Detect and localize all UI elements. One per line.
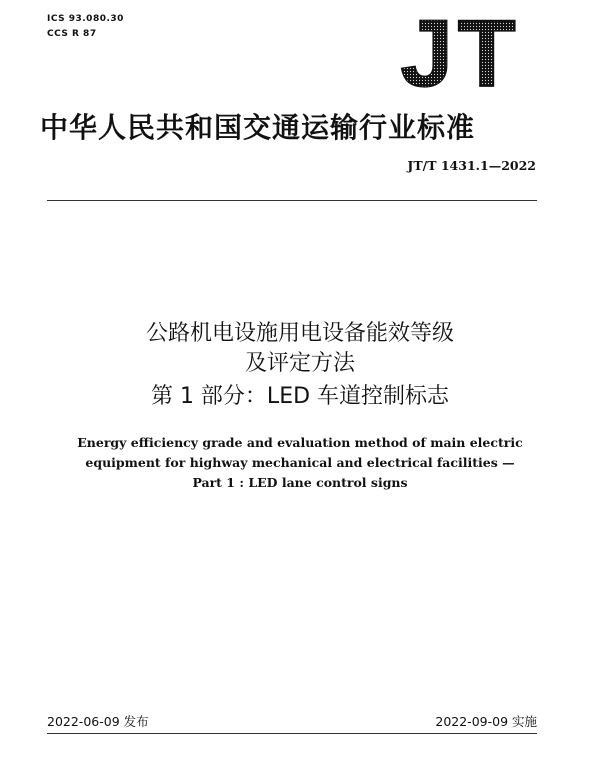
chinese-title-line-3: 第 1 部分：LED 车道控制标志: [150, 384, 450, 409]
chinese-title-line-1: 公路机电设施用电设备能效等级: [145, 321, 454, 346]
english-title-line-2: equipment for highway mechanical and electrical facilities —: [85, 455, 515, 470]
footer-rule: [47, 733, 537, 734]
jt-logo-letters: JT: [399, 10, 521, 94]
chinese-title-line-2: 及评定方法: [244, 351, 355, 376]
ics-code: ICS 93.080.30: [47, 14, 124, 24]
header-rule: [47, 200, 537, 201]
issuing-body-title: 中华人民共和国交通运输行业标准: [40, 111, 476, 144]
implementation-date: 2022-09-09 实施: [435, 714, 537, 729]
english-title-line-1: Energy efficiency grade and evaluation method of main electric: [77, 435, 523, 450]
ccs-code: CCS R 87: [47, 29, 97, 39]
issue-date: 2022-06-09 发布: [47, 714, 149, 729]
jt-logo-icon: [385, 10, 535, 94]
english-title-line-3: Part 1 : LED lane control signs: [192, 475, 408, 490]
standard-number: JT/T 1431.1—2022: [407, 158, 536, 173]
